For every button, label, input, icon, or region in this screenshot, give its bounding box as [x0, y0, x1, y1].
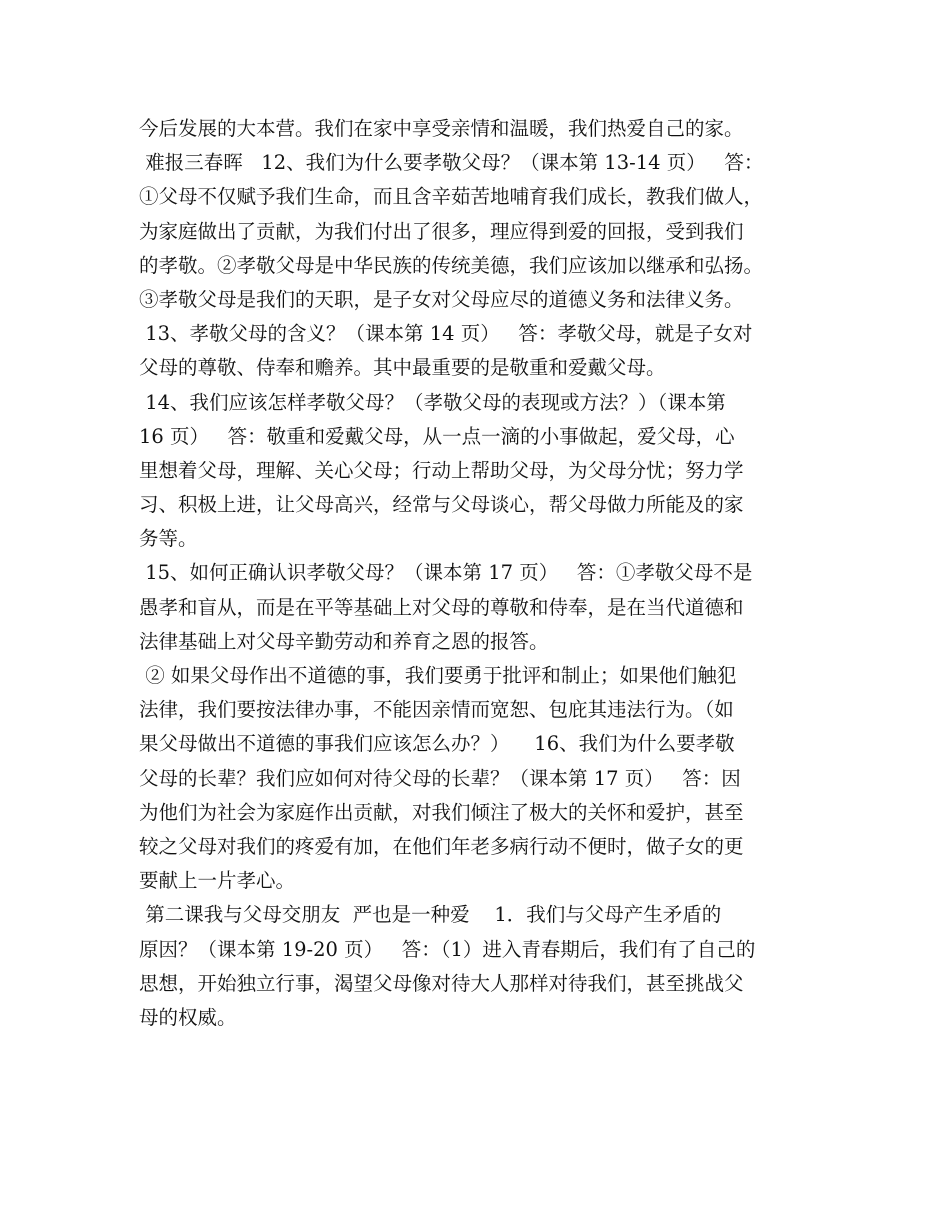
text-line: 父母的长辈？我们应如何对待父母的长辈？（课本第 17 页） 答：因	[139, 766, 741, 790]
text-line: 母的权威。	[139, 1005, 237, 1029]
text-line: 法律基础上对父母辛勤劳动和养育之恩的报答。	[139, 629, 549, 653]
text-line: 的孝敬。②孝敬父母是中华民族的传统美德，我们应该加以继承和弘扬。	[139, 253, 764, 277]
text-line: 13、孝敬父母的含义？（课本第 14 页） 答：孝敬父母，就是子女对	[139, 322, 753, 346]
text-line: 为家庭做出了贡献，为我们付出了很多，理应得到爱的回报，受到我们	[139, 219, 744, 243]
text-line: ② 如果父母作出不道德的事，我们要勇于批评和制止；如果他们触犯	[139, 664, 737, 687]
text-line: ①父母不仅赋予我们生命，而且含辛茹苦地哺育我们成长，教我们做人，	[139, 185, 764, 209]
text-line: 果父母做出不道德的事我们应该怎么办？） 16、我们为什么要孝敬	[139, 732, 735, 756]
text-line: 务等。	[139, 527, 198, 551]
text-line: 今后发展的大本营。我们在家中享受亲情和温暖，我们热爱自己的家。	[139, 117, 744, 140]
text-line: 原因？（课本第 19-20 页） 答：（1）进入青春期后，我们有了自己的	[139, 937, 756, 961]
text-line: 第二课我与父母交朋友 严也是一种爱 1．我们与父母产生矛盾的	[139, 903, 722, 927]
text-line: 14、我们应该怎样孝敬父母？（孝敬父母的表现或方法？）（课本第	[139, 390, 726, 414]
text-line: 思想，开始独立行事，渴望父母像对待大人那样对待我们，甚至挑战父	[139, 971, 744, 995]
body-text	[139, 112, 819, 1035]
text-line: 愚孝和盲从，而是在平等基础上对父母的尊敬和侍奉，是在当代道德和	[139, 595, 744, 619]
text-line: 父母的尊敬、侍奉和赡养。其中最重要的是敬重和爱戴父母。	[139, 356, 666, 380]
text-line: 习、积极上进，让父母高兴，经常与父母谈心，帮父母做力所能及的家	[139, 493, 744, 517]
text-line: 里想着父母，理解、关心父母；行动上帮助父母，为父母分忧；努力学	[139, 458, 744, 482]
text-line: 法律，我们要按法律办事，不能因亲情而宽恕、包庇其违法行为。（如	[139, 698, 734, 722]
text-line: 要献上一片孝心。	[139, 869, 296, 893]
text-line: 15、如何正确认识孝敬父母？（课本第 17 页） 答：①孝敬父母不是	[139, 561, 753, 585]
text-line: ③孝敬父母是我们的天职，是子女对父母应尽的道德义务和法律义务。	[139, 287, 744, 311]
text-line: 16 页） 答：敬重和爱戴父母，从一点一滴的小事做起，爱父母，心	[139, 424, 735, 448]
text-line: 较之父母对我们的疼爱有加，在他们年老多病行动不便时，做子女的更	[139, 834, 744, 858]
text-line: 为他们为社会为家庭作出贡献，对我们倾注了极大的关怀和爱护，甚至	[139, 800, 744, 824]
text-line: 难报三春晖 12、我们为什么要孝敬父母？（课本第 13-14 页） 答：	[139, 151, 764, 175]
